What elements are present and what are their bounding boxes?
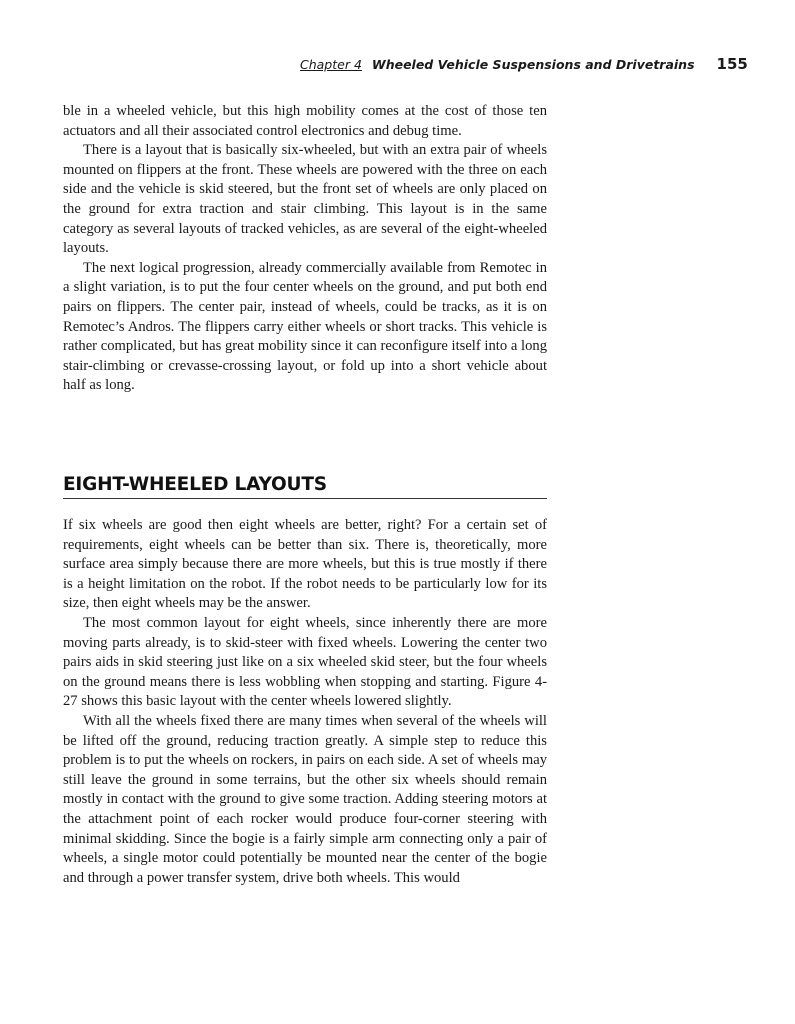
paragraph: There is a layout that is basically six-wheeled, but with an extra pair of wheels mounted on flippers at the front. These wheels are powered with the three on each side and the vehicle is skid steered, but the front set of wheels are only placed on the ground for extra traction and stair climbing. This layout is in the same category as several layouts of tracked vehicles, as are several of the eight-wheeled layouts. [63,142,547,257]
paragraph-continued: ble in a wheeled vehicle, but this high mobility comes at the cost of those ten actuators and all their associated control electronics and debug time. [63,103,547,139]
page-number: 155 [716,55,748,73]
body-text-eight-wheeled [63,516,547,888]
paragraph: With all the wheels fixed there are many times when several of the wheels will be lifted off the ground, reducing traction greatly. A simple step to reduce this problem is to put the wheels on rockers, in pairs on each side. A set of wheels may still leave the ground in some terrains, but the other six wheels should remain mostly in contact with the ground to give some traction. Adding steering motors at the attachment point of each rocker would produce four-corner steering with minimal skidding. Since the bogie is a fairly simple arm connecting only a pair of wheels, a single motor could potentially be mounted near the center of the bogie and through a power transfer system, drive both wheels. This would [63,712,547,886]
running-head [300,55,746,74]
section-heading: EIGHT-WHEELED LAYOUTS [63,474,547,499]
paragraph: The most common layout for eight wheels, since inherently there are more moving parts already, is to skid-steer with fixed wheels. Lowering the center two pairs aids in skid steering just like on a six wheeled skid steer, but the four wheels on the ground means there is less wobbling when stopping and starting. Figure 4-27 shows this basic layout with the center wheels lowered slightly. [63,614,547,710]
paragraph: The next logical progression, already commercially available from Remotec in a slight variation, is to put the four center wheels on the ground, and put both end pairs on flippers. The center pair, instead of wheels, could be tracks, as it is on Remotec’s Andros. The flippers carry either wheels or short tracks. This vehicle is rather complicated, but has great mobility since it can reconfigure itself into a long stair-climbing or crevasse-crossing layout, or fold up into a short vehicle about half as long. [63,259,547,394]
chapter-label: Chapter 4 [300,57,362,72]
paragraph: If six wheels are good then eight wheels are better, right? For a certain set of requirements, eight wheels can be better than six. There is, theoretically, more surface area simply because there are more wheels, but this is true mostly if there is a height limitation on the robot. If the robot needs to be particularly low for its size, then eight wheels may be the answer. [63,517,547,612]
body-text-top [63,102,547,396]
chapter-title: Wheeled Vehicle Suspensions and Drivetrains [371,57,695,72]
